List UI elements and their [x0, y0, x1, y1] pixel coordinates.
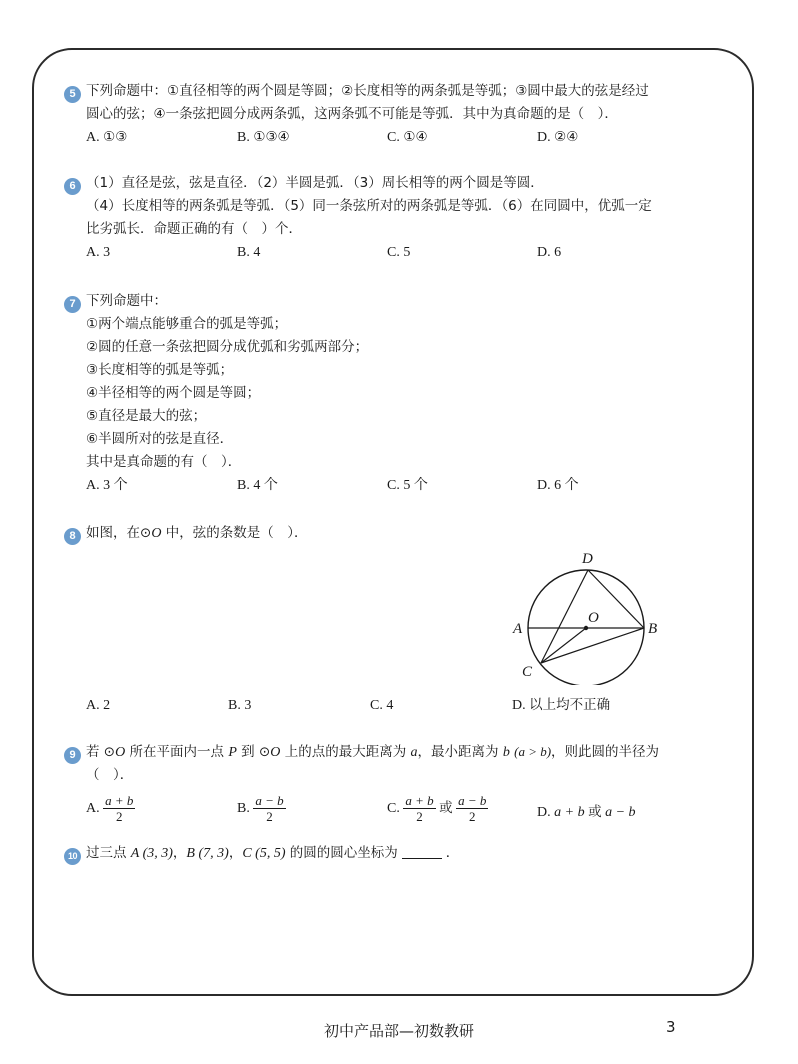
- option-b[interactable]: B. 3: [228, 698, 252, 713]
- question-number-badge: 7: [64, 296, 81, 313]
- option-a[interactable]: A. 3 个: [86, 478, 128, 493]
- question-8-options: [64, 694, 611, 717]
- option-a[interactable]: A. 2: [86, 698, 111, 713]
- statement-item: ⑤直径是最大的弦；: [86, 408, 207, 424]
- statement-item: ④半径相等的两个圆是等圆；: [86, 385, 261, 401]
- option-b[interactable]: B. ①③④: [237, 129, 290, 145]
- option-c[interactable]: C. $\frac{a + b}{2}$ 或 $\frac{a - b}{2}$: [387, 793, 487, 824]
- question-number-badge: 8: [64, 528, 81, 545]
- question-10: 10 过三点 A (3, 3)，B (7, 3)，C (5, 5) 的圆的圆心坐标为 ．: [64, 842, 459, 865]
- options-row: [64, 787, 659, 827]
- label-c: C: [522, 664, 533, 680]
- options-row: [64, 474, 579, 497]
- option-a[interactable]: A. $\frac{a + b}{2}$: [86, 793, 134, 824]
- question-text: （ ）．: [86, 767, 134, 783]
- options-row: [64, 694, 611, 717]
- question-text: 下列命题中：: [86, 293, 167, 309]
- option-c[interactable]: C. 4: [370, 698, 394, 713]
- question-9: [64, 740, 659, 827]
- question-6: [64, 172, 652, 264]
- statement-item: ⑥半圆所对的弦是直径．: [86, 431, 234, 447]
- option-d[interactable]: D. 6: [537, 245, 562, 260]
- label-a: A: [513, 621, 523, 637]
- question-text: 过三点 A (3, 3)，B (7, 3)，C (5, 5) 的圆的圆心坐标为: [86, 845, 398, 861]
- option-c[interactable]: C. 5 个: [387, 478, 428, 493]
- question-text: 若 ⊙O 所在平面内一点 P 到 ⊙O 上的点的最大距离为 a，最小距离为 b (a > b)，则此圆的半径为: [86, 744, 660, 760]
- question-number-badge: 5: [64, 86, 81, 103]
- option-d[interactable]: D. a + b 或 a − b: [537, 804, 636, 820]
- statement-item: ②圆的任意一条弦把圆分成优弧和劣弧两部分；: [86, 339, 369, 355]
- question-number-badge: 9: [64, 747, 81, 764]
- options-row: [64, 241, 652, 264]
- question-8: [64, 522, 307, 545]
- question-text: 如图，在⊙O 中，弦的条数是（ ）．: [86, 525, 308, 541]
- question-text: （1）直径是弦，弦是直径．（2）半圆是弧．（3）周长相等的两个圆是等圆．: [86, 175, 544, 191]
- question-number-badge: 10: [64, 848, 81, 865]
- option-d[interactable]: D. 以上均不正确: [512, 697, 611, 713]
- statement-item: ①两个端点能够重合的弧是等弧；: [86, 316, 288, 332]
- label-o: O: [588, 610, 599, 626]
- footer-text: 初中产品部—初数教研: [323, 1022, 474, 1040]
- question-text: 下列命题中：①直径相等的两个圆是等圆；②长度相等的两条弧是等弧；③圆中最大的弦是经过: [86, 83, 649, 99]
- label-d: D: [582, 551, 593, 567]
- options-row: [64, 126, 649, 149]
- radius-oc: [541, 628, 586, 663]
- page-number: 3: [666, 1018, 676, 1036]
- label-b: B: [648, 621, 658, 637]
- question-number-badge: 6: [64, 178, 81, 195]
- option-b[interactable]: B. 4: [237, 245, 261, 260]
- center-point: [584, 626, 588, 630]
- option-d[interactable]: D. 6 个: [537, 478, 579, 493]
- question-7: [64, 290, 579, 497]
- option-b[interactable]: B. $\frac{a - b}{2}$: [237, 793, 284, 824]
- question-text: 其中是真命题的有（ ）．: [86, 454, 242, 470]
- statement-item: ③长度相等的弧是等弧；: [86, 362, 234, 378]
- circle-figure: [500, 545, 680, 685]
- option-c[interactable]: C. 5: [387, 245, 411, 260]
- option-c[interactable]: C. ①④: [387, 129, 428, 145]
- option-a[interactable]: A. ①③: [86, 129, 128, 145]
- question-text: 比劣弧长．命题正确的有（ ）个．: [86, 221, 302, 237]
- option-b[interactable]: B. 4 个: [237, 478, 278, 493]
- question-text: 圆心的弦；④一条弦把圆分成两条弧，这两条弧不可能是等弧．其中为真命题的是（ ）．: [86, 106, 618, 122]
- question-5: [64, 80, 649, 149]
- question-text: （4）长度相等的两条弧是等弧．（5）同一条弦所对的两条弧是等弧．（6）在同圆中，优弧一定: [86, 198, 652, 214]
- option-d[interactable]: D. ②④: [537, 129, 579, 145]
- option-a[interactable]: A. 3: [86, 245, 111, 260]
- answer-blank[interactable]: [402, 858, 442, 859]
